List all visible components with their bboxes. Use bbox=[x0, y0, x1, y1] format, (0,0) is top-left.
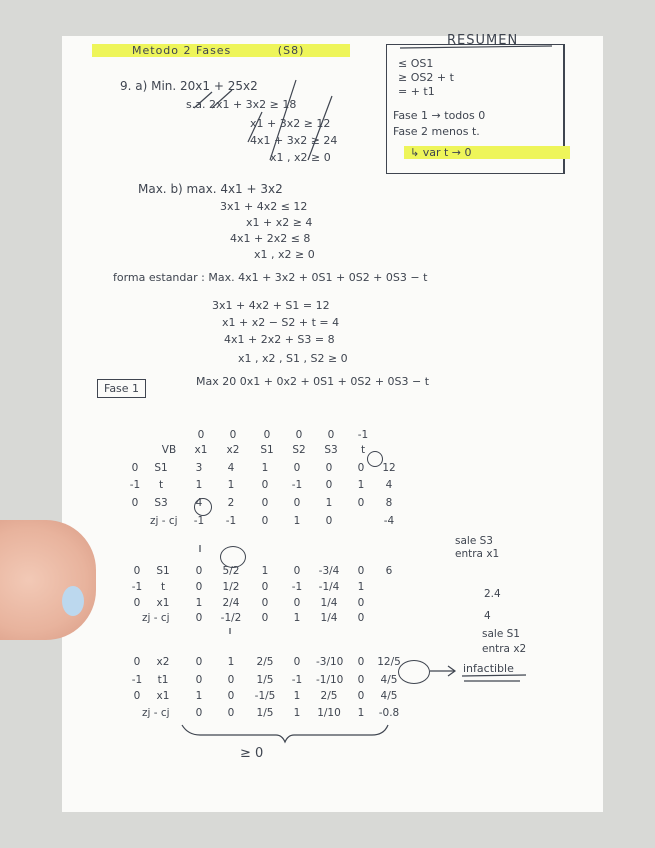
tableau-cell: 2/5 bbox=[320, 690, 338, 702]
pivot-circle bbox=[220, 546, 246, 568]
tableau-cell: 1 bbox=[357, 479, 365, 491]
tableau-cost-cell: 0 bbox=[197, 429, 205, 441]
tableau-cell: 1 bbox=[195, 597, 203, 609]
tableau-cell: 0 bbox=[195, 656, 203, 668]
standard-form-constraint: 3x1 + 4x2 + S1 = 12 bbox=[212, 299, 330, 312]
pivot-circle bbox=[194, 498, 212, 516]
page-title: Metodo 2 Fases (S8) bbox=[92, 44, 350, 57]
tableau-cell: -1 bbox=[291, 674, 303, 686]
tableau-cell: 0 bbox=[131, 497, 139, 509]
standard-form-constraint: 4x1 + 2x2 + S3 = 8 bbox=[224, 333, 335, 346]
tableau-cell: -1 bbox=[291, 581, 303, 593]
tableau-zrow-cell: 1/4 bbox=[320, 612, 338, 624]
tableau-cell: 5/2 bbox=[222, 565, 240, 577]
tableau-cell: 1 bbox=[293, 690, 301, 702]
tableau-cell: t bbox=[158, 479, 164, 491]
tableau-cell: 2/5 bbox=[256, 656, 274, 668]
strikethrough-stroke bbox=[212, 90, 232, 108]
summary-heading: RESUMEN bbox=[447, 33, 519, 48]
summary-line: Fase 1 → todos 0 bbox=[393, 109, 486, 122]
tableau-cell: x1 bbox=[156, 690, 170, 702]
phase1-label: Fase 1 bbox=[97, 379, 146, 398]
tableau-cell: 0 bbox=[325, 479, 333, 491]
tableau-cell: 4 bbox=[227, 462, 235, 474]
tableau-cell: 0 bbox=[357, 690, 365, 702]
tableau-cell: 1 bbox=[261, 462, 269, 474]
tableau-cell: 0 bbox=[357, 565, 365, 577]
tableau-cell: 0 bbox=[261, 597, 269, 609]
summary-line: ≥ OS2 + t bbox=[398, 71, 454, 84]
summary-line: Fase 2 menos t. bbox=[393, 125, 480, 138]
tableau-zrow-cell: zj - cj bbox=[142, 612, 170, 624]
tableau-cell: 0 bbox=[133, 565, 141, 577]
infeasible-label: infactible bbox=[463, 662, 514, 675]
tableau1-leaving-note: sale S3 bbox=[455, 535, 493, 547]
tableau-zrow-cell: 0 bbox=[325, 515, 333, 527]
tableau-zrow-cell: 1 bbox=[357, 707, 365, 719]
tableau-cell: 0 bbox=[261, 479, 269, 491]
tableau-header-cell: x1 bbox=[194, 444, 208, 456]
problem-a-line: 9. a) Min. 20x1 + 25x2 bbox=[120, 79, 258, 93]
tableau-zrow-cell: -1 bbox=[193, 515, 205, 527]
problem-b-line: 4x1 + 2x2 ≤ 8 bbox=[230, 232, 311, 245]
summary-line: ≤ OS1 bbox=[398, 57, 434, 70]
tableau-cell: t bbox=[160, 581, 166, 593]
tableau-cell: 0 bbox=[293, 497, 301, 509]
phase1-objective: Max 20 0x1 + 0x2 + 0S1 + 0S2 + 0S3 − t bbox=[196, 375, 430, 388]
tableau-cell: 0 bbox=[357, 462, 365, 474]
tableau2-leaving-note: sale S1 bbox=[482, 628, 520, 640]
tableau-cell: 0 bbox=[357, 597, 365, 609]
tableau-cell: 4/5 bbox=[380, 690, 398, 702]
tableau-header-cell: S2 bbox=[292, 444, 306, 456]
strikethrough-stroke bbox=[194, 92, 212, 108]
tableau-cell: x2 bbox=[156, 656, 170, 668]
tableau-cost-cell: 0 bbox=[229, 429, 237, 441]
tableau-zrow-cell: 0 bbox=[227, 707, 235, 719]
tableau-cell: -1/4 bbox=[318, 581, 340, 593]
ratio-note: 2.4 bbox=[484, 588, 501, 600]
tableau-cell: -1 bbox=[129, 479, 141, 491]
tableau-cell: 0 bbox=[293, 565, 301, 577]
tableau-cell: 0 bbox=[357, 656, 365, 668]
tableau1-entering-note: entra x1 bbox=[455, 548, 500, 560]
tableau-cell: 0 bbox=[195, 581, 203, 593]
tableau-cell: 12/5 bbox=[377, 656, 401, 668]
tableau-cell: 0 bbox=[227, 690, 235, 702]
tableau-cell: 3 bbox=[195, 462, 203, 474]
summary-line: = + t1 bbox=[398, 85, 435, 98]
tableau-zrow-cell: -1/2 bbox=[220, 612, 242, 624]
tableau-cell: 0 bbox=[293, 597, 301, 609]
tableau-cell: 0 bbox=[357, 497, 365, 509]
tableau-cost-cell: 0 bbox=[295, 429, 303, 441]
standard-form-constraint: x1 , x2 , S1 , S2 ≥ 0 bbox=[238, 352, 348, 365]
tableau-cell: t1 bbox=[157, 674, 169, 686]
problem-a-line: x1 , x2 ≥ 0 bbox=[270, 151, 331, 164]
tableau-zrow-cell: 0 bbox=[357, 612, 365, 624]
tableau2-entering-note: entra x2 bbox=[482, 643, 527, 655]
tableau-cell: 4 bbox=[195, 497, 203, 509]
strikethrough-stroke bbox=[308, 96, 332, 160]
tableau-cell: 1/2 bbox=[222, 581, 240, 593]
tableau-cell: S1 bbox=[154, 462, 168, 474]
tableau-header-cell: S1 bbox=[260, 444, 274, 456]
tableau-zrow-cell: 0 bbox=[261, 612, 269, 624]
problem-a-line: s.a. 2x1 + 3x2 ≥ 18 bbox=[186, 98, 297, 111]
ratio-note: 4 bbox=[484, 610, 491, 622]
tableau-zrow-cell: zj - cj bbox=[150, 515, 178, 527]
tableau-cell: 0 bbox=[261, 497, 269, 509]
tableau-zrow-cell: 1 bbox=[293, 515, 301, 527]
tableau-zrow-cell: 1 bbox=[293, 612, 301, 624]
problem-b-line: x1 + x2 ≥ 4 bbox=[246, 216, 313, 229]
tableau-cell: 12 bbox=[382, 462, 396, 474]
ratio-circle bbox=[398, 660, 430, 684]
tableau-zrow-cell: 1 bbox=[293, 707, 301, 719]
tableau-header-cell: t bbox=[360, 444, 366, 456]
tableau-cell: 8 bbox=[385, 497, 393, 509]
tableau-cell: 0 bbox=[195, 565, 203, 577]
standard-form-constraint: x1 + x2 − S2 + t = 4 bbox=[222, 316, 340, 329]
tableau-cost-cell: 0 bbox=[327, 429, 335, 441]
tableau-cell: -3/4 bbox=[318, 565, 340, 577]
problem-a-line: 4x1 + 3x2 ≥ 24 bbox=[250, 134, 338, 147]
pivot-circle bbox=[367, 451, 383, 467]
tableau-cell: 0 bbox=[133, 597, 141, 609]
underline-stroke bbox=[462, 675, 526, 676]
problem-b-line: Max. b) max. 4x1 + 3x2 bbox=[138, 182, 283, 196]
tableau-header-cell: VB bbox=[161, 444, 177, 456]
tableau-cell: 1 bbox=[227, 656, 235, 668]
tableau-zrow-cell: 0 bbox=[195, 612, 203, 624]
tableau-header-cell: S3 bbox=[324, 444, 338, 456]
tableau-cell: 0 bbox=[133, 656, 141, 668]
tableau-cell: -1 bbox=[131, 581, 143, 593]
problem-b-line: 3x1 + 4x2 ≤ 12 bbox=[220, 200, 308, 213]
tableau-cell: 1 bbox=[195, 690, 203, 702]
tableau-cell: 1 bbox=[195, 479, 203, 491]
tableau-cell: 4/5 bbox=[380, 674, 398, 686]
brace-stroke bbox=[182, 725, 388, 742]
nonnegativity-note: ≥ 0 bbox=[240, 746, 264, 761]
tableau-cell: -1/10 bbox=[316, 674, 344, 686]
tableau-zrow-cell: 1/5 bbox=[256, 707, 274, 719]
tableau-zrow-cell: 0 bbox=[261, 515, 269, 527]
tableau-cell: 2/4 bbox=[222, 597, 240, 609]
summary-line-highlighted: ↳ var t → 0 bbox=[404, 146, 570, 159]
underline-stroke bbox=[400, 46, 552, 48]
tableau-cell: -1 bbox=[131, 674, 143, 686]
tableau-cost-cell: 0 bbox=[263, 429, 271, 441]
tableau-zrow-cell: -4 bbox=[383, 515, 395, 527]
tableau-cell: S3 bbox=[154, 497, 168, 509]
tableau-cost-cell: -1 bbox=[357, 429, 369, 441]
tableau-header-cell: x2 bbox=[226, 444, 240, 456]
tableau-zrow-cell: -0.8 bbox=[378, 707, 400, 719]
tableau-cell: 1 bbox=[227, 479, 235, 491]
tableau-cell: 1 bbox=[261, 565, 269, 577]
tableau-cell: 0 bbox=[293, 656, 301, 668]
tableau-cell: 4 bbox=[385, 479, 393, 491]
tableau-zrow-cell: 0 bbox=[195, 707, 203, 719]
tableau-cell: 0 bbox=[261, 581, 269, 593]
tableau-cell: 0 bbox=[293, 462, 301, 474]
tableau-cell: 1 bbox=[325, 497, 333, 509]
tableau-cell: 1 bbox=[357, 581, 365, 593]
tableau-zrow-cell: -1 bbox=[225, 515, 237, 527]
tableau-cell: S1 bbox=[156, 565, 170, 577]
tableau-cell: 6 bbox=[385, 565, 393, 577]
tableau-cell: 0 bbox=[131, 462, 139, 474]
tableau-cell: 1/5 bbox=[256, 674, 274, 686]
tableau-cell: -1 bbox=[291, 479, 303, 491]
strikethrough-stroke bbox=[270, 80, 296, 160]
tableau-cell: x1 bbox=[156, 597, 170, 609]
tableau-cell: 2 bbox=[227, 497, 235, 509]
strikethrough-stroke bbox=[248, 112, 262, 142]
tableau-cell: -1/5 bbox=[254, 690, 276, 702]
tableau-cell: 0 bbox=[325, 462, 333, 474]
tableau-zrow-cell: 1/10 bbox=[317, 707, 341, 719]
problem-a-line: x1 + 3x2 ≥ 12 bbox=[250, 117, 331, 130]
problem-b-line: x1 , x2 ≥ 0 bbox=[254, 248, 315, 261]
tableau-zrow-cell: zj - cj bbox=[142, 707, 170, 719]
tableau-cell: 0 bbox=[133, 690, 141, 702]
tableau-cell: 0 bbox=[357, 674, 365, 686]
tableau-cell: 0 bbox=[195, 674, 203, 686]
tableau-cell: 1/4 bbox=[320, 597, 338, 609]
standard-form-header: forma estandar : Max. 4x1 + 3x2 + 0S1 + 0S2 + 0S3 − t bbox=[113, 271, 428, 284]
tableau-cell: -3/10 bbox=[316, 656, 344, 668]
tableau-cell: 0 bbox=[227, 674, 235, 686]
